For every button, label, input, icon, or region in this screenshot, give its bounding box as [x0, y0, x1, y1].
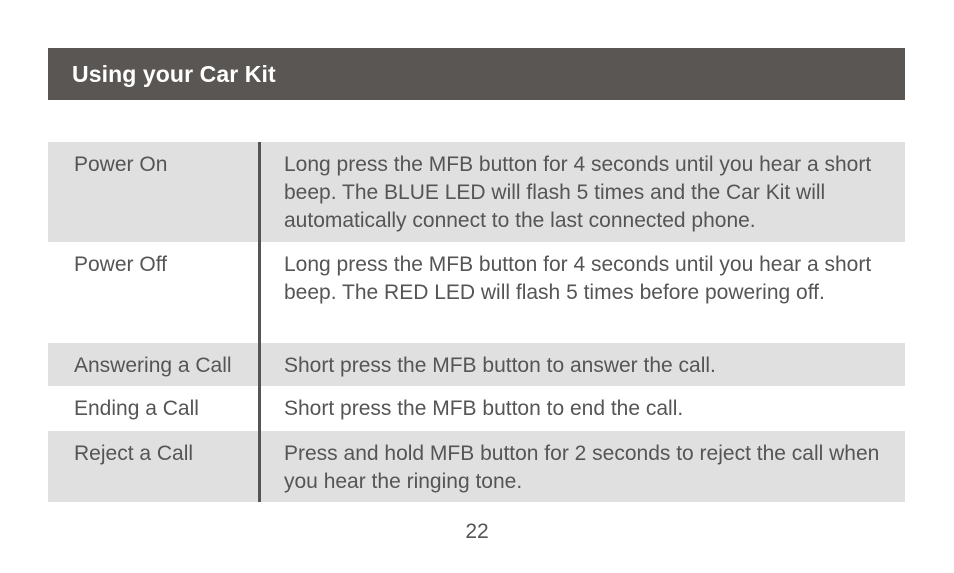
row-label: Answering a Call — [74, 354, 232, 377]
row-description: Long press the MFB button for 4 seconds until you hear a short beep. The RED LED will flash 5 times before powering off. — [258, 242, 905, 343]
row-label: Ending a Call — [74, 397, 199, 420]
table-row — [48, 242, 905, 343]
section-title: Using your Car Kit — [72, 60, 276, 87]
row-description: Press and hold MFB button for 2 seconds to reject the call when you hear the ringing tone. — [258, 431, 905, 502]
section-header — [48, 48, 905, 100]
row-label: Power Off — [74, 253, 167, 276]
table-row — [48, 142, 905, 242]
row-label: Reject a Call — [74, 442, 194, 465]
table-row — [48, 386, 905, 431]
row-description: Short press the MFB button to answer the call. — [258, 343, 905, 386]
row-label: Power On — [74, 153, 168, 176]
row-description: Short press the MFB button to end the call. — [258, 386, 905, 431]
table-row — [48, 431, 905, 502]
row-description: Long press the MFB button for 4 seconds until you hear a short beep. The BLUE LED will flash 5 times and the Car Kit will automatically connect to the last connected phone. — [258, 142, 905, 242]
instructions-table — [48, 142, 905, 502]
page-number: 22 — [465, 520, 489, 543]
table-row — [48, 343, 905, 386]
